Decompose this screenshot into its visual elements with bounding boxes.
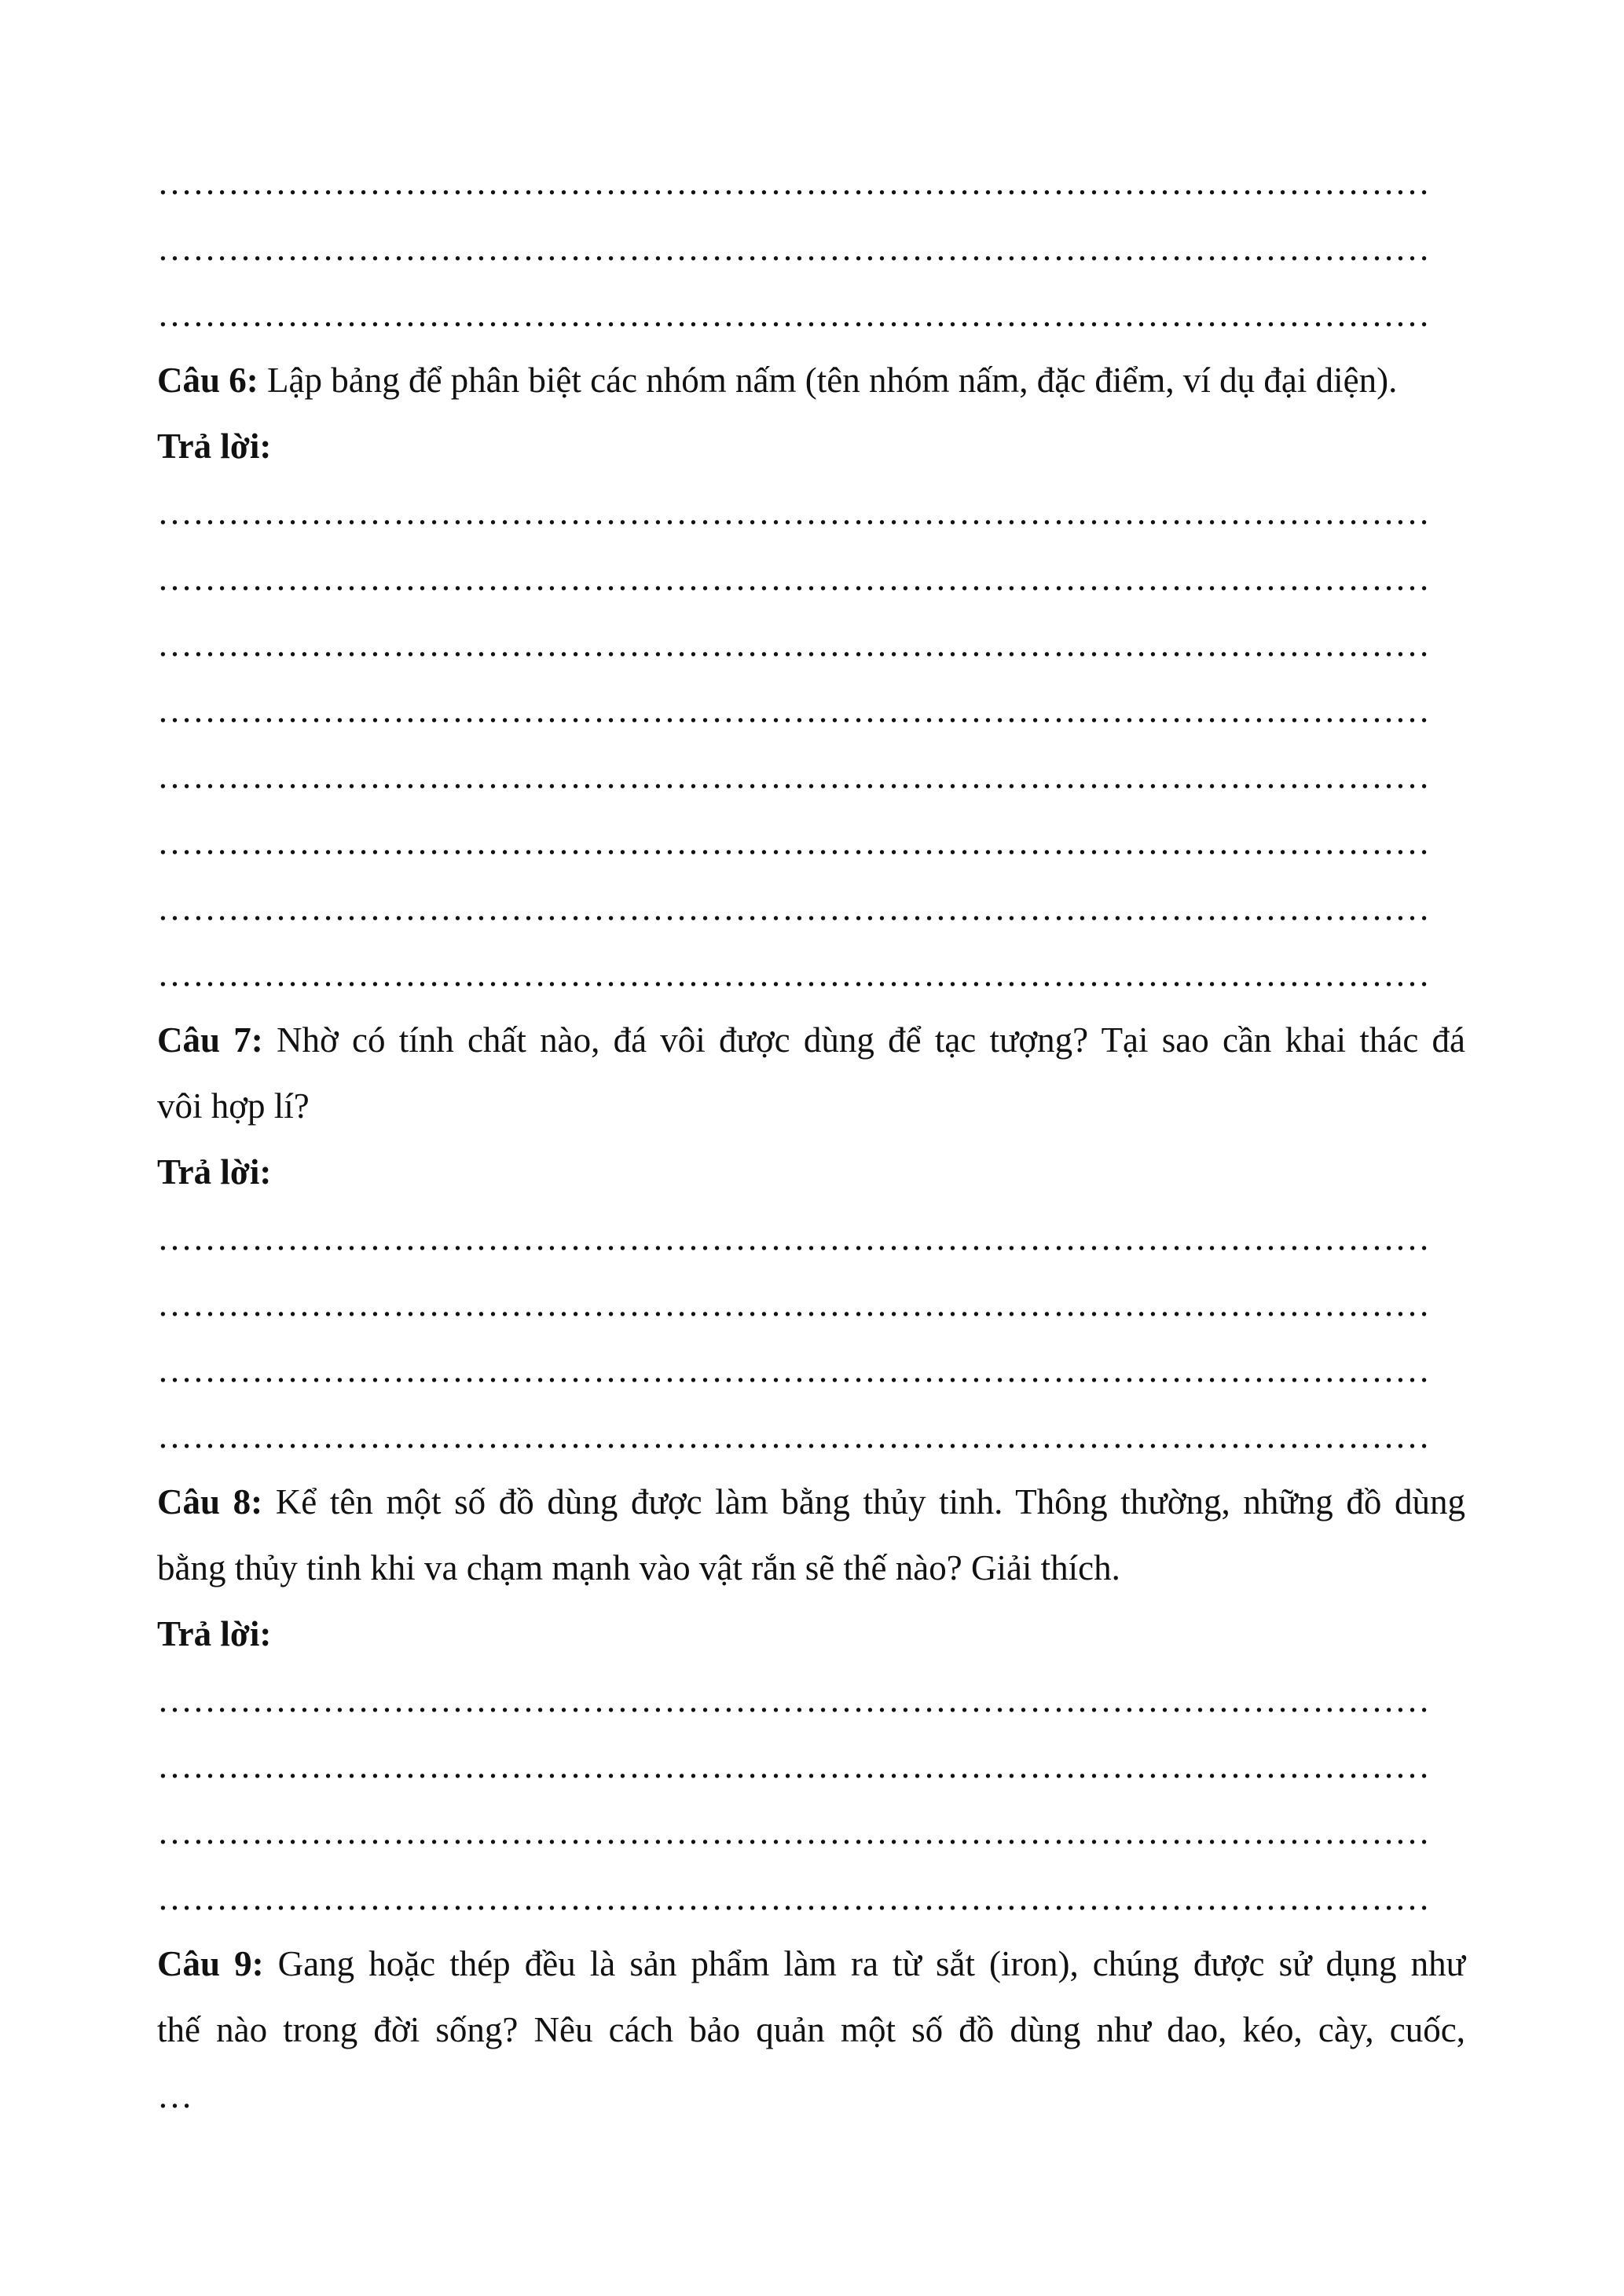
question-6: [157, 347, 1465, 413]
question-7-text-line-1: Nhờ có tính chất nào, đá vôi được dùng để tạc tượng? Tại sao cần khai thác đá: [276, 1020, 1465, 1060]
question-8-answer-label: Trả lời:: [157, 1614, 272, 1653]
question-9: [157, 1931, 1465, 1997]
answer-line: ………………………………………………………………………………………………: [157, 295, 1430, 334]
answer-line: ………………………………………………………………………………………………: [157, 163, 1430, 202]
question-8-label: Câu 8:: [157, 1482, 263, 1522]
answer-line: ………………………………………………………………………………………………: [157, 1878, 1430, 1917]
answer-line: ………………………………………………………………………………………………: [157, 493, 1430, 532]
answer-line: ………………………………………………………………………………………………: [157, 624, 1430, 664]
question-7-answer-label: Trả lời:: [157, 1152, 272, 1192]
answer-line: ………………………………………………………………………………………………: [157, 1746, 1430, 1785]
question-6-answer-label: Trả lời:: [157, 427, 272, 466]
worksheet-content: [157, 149, 1465, 2129]
question-9-text-line-1: Gang hoặc thép đều là sản phẩm làm ra từ sắt (iron), chúng được sử dụng như: [277, 1944, 1465, 1983]
answer-line: ………………………………………………………………………………………………: [157, 756, 1430, 796]
question-9-text-line-2: thế nào trong đời sống? Nêu cách bảo quản một số đồ dùng như dao, kéo, cày, cuốc,: [157, 2010, 1465, 2049]
question-7-label: Câu 7:: [157, 1020, 263, 1060]
answer-line: ………………………………………………………………………………………………: [157, 229, 1430, 268]
question-8-text-line-2: bằng thủy tinh khi va chạm mạnh vào vật rắn sẽ thế nào? Giải thích.: [157, 1548, 1120, 1587]
answer-line: ………………………………………………………………………………………………: [157, 888, 1430, 928]
answer-line: ………………………………………………………………………………………………: [157, 1350, 1430, 1390]
question-6-label: Câu 6:: [157, 361, 258, 400]
question-7: [157, 1007, 1465, 1073]
question-9-text-line-3: …: [157, 2076, 192, 2115]
question-8: [157, 1469, 1465, 1535]
question-6-text-line-1: Lập bảng để phân biệt các nhóm nấm (tên nhóm nấm, đặc điểm, ví dụ đại diện).: [267, 361, 1398, 400]
answer-line: ………………………………………………………………………………………………: [157, 954, 1430, 994]
answer-line: ………………………………………………………………………………………………: [157, 1284, 1430, 1324]
question-7-text-line-2: vôi hợp lí?: [157, 1086, 310, 1126]
answer-line: ………………………………………………………………………………………………: [157, 1218, 1430, 1258]
answer-line: ………………………………………………………………………………………………: [157, 822, 1430, 862]
answer-line: ………………………………………………………………………………………………: [157, 1416, 1430, 1456]
answer-line: ………………………………………………………………………………………………: [157, 1812, 1430, 1851]
answer-line: ………………………………………………………………………………………………: [157, 1680, 1430, 1719]
question-8-text-line-1: Kể tên một số đồ dùng được làm bằng thủy tinh. Thông thường, những đồ dùng: [275, 1482, 1466, 1522]
answer-line: ………………………………………………………………………………………………: [157, 690, 1430, 730]
answer-line: ………………………………………………………………………………………………: [157, 558, 1430, 598]
question-9-label: Câu 9:: [157, 1944, 264, 1983]
